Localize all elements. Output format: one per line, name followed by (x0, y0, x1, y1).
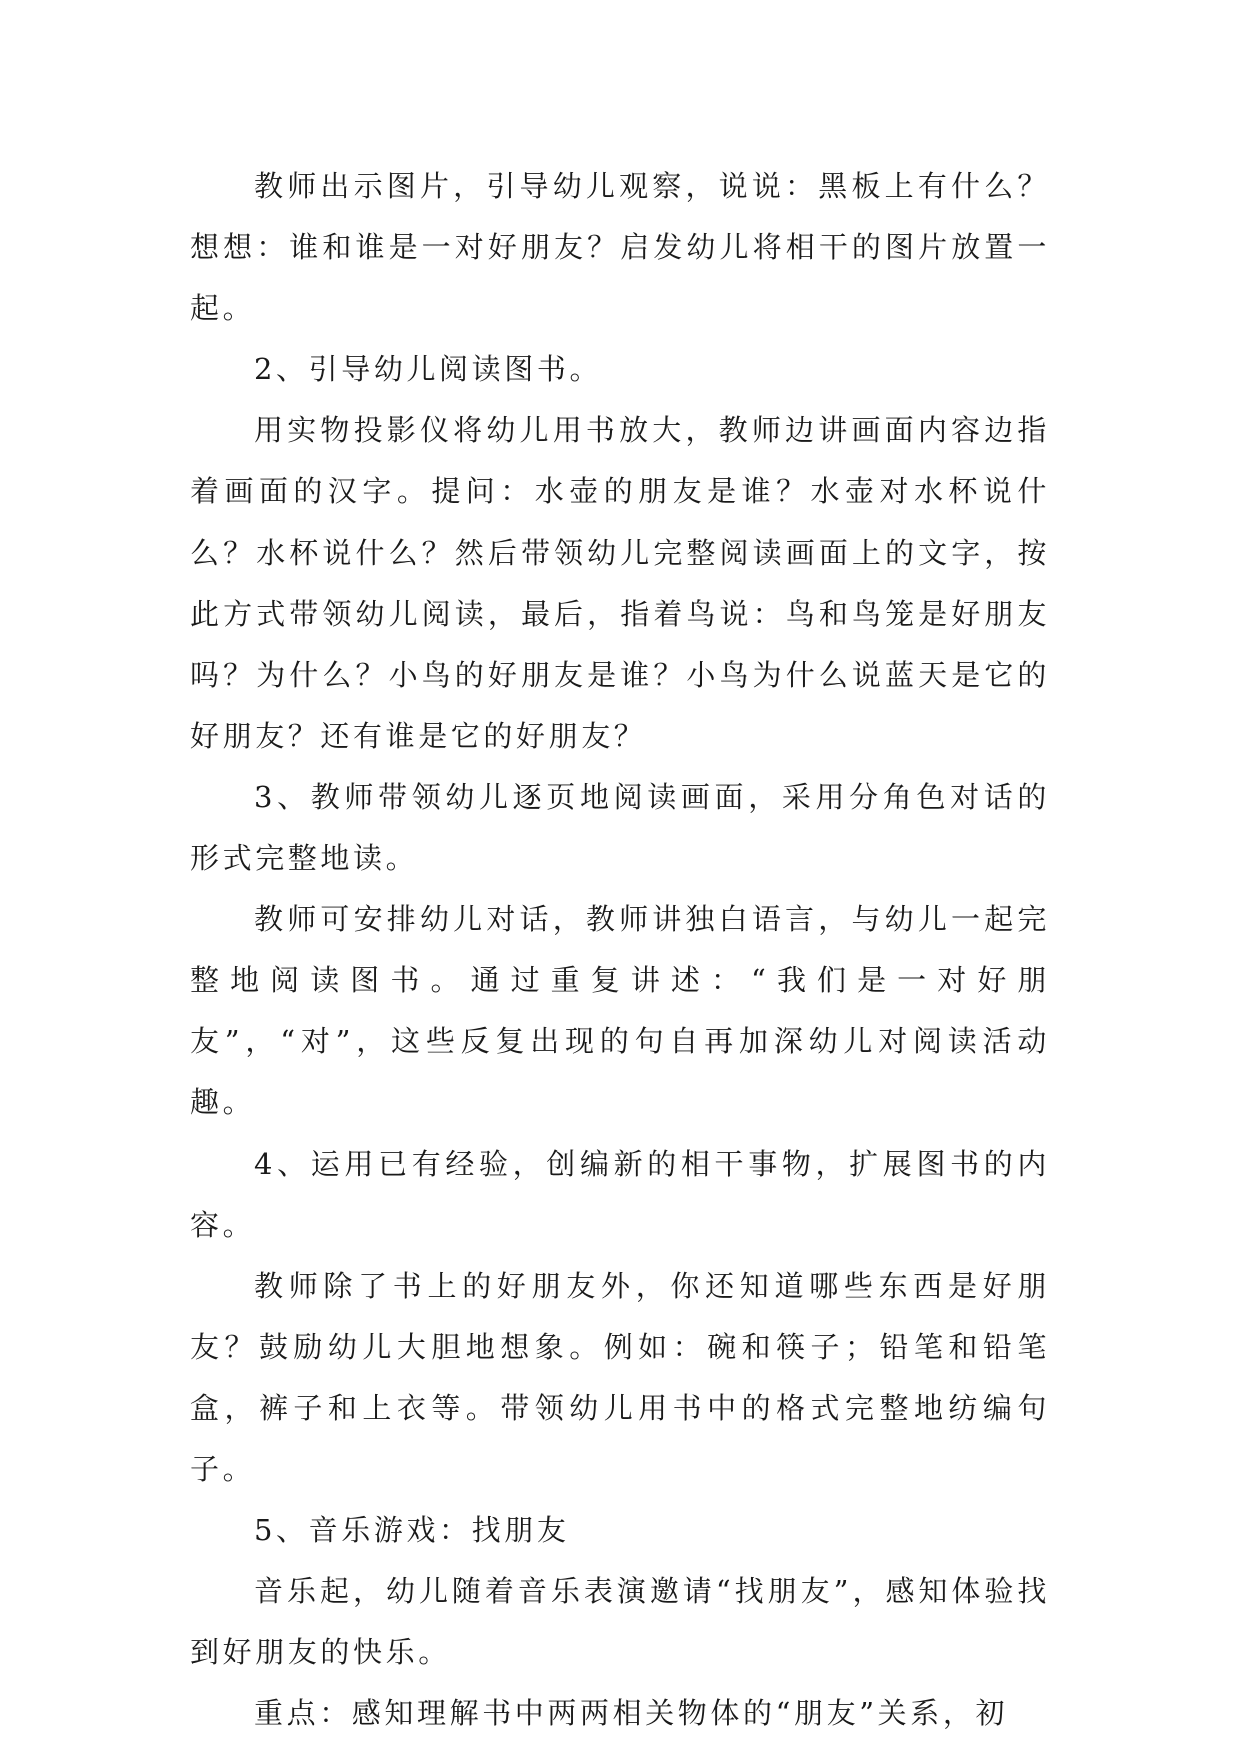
paragraph-show-pictures: 教师出示图片，引导幼儿观察，说说：黑板上有什么？想想：谁和谁是一对好朋友？启发幼儿将相干的图片放置一起。 (190, 169, 1050, 326)
step-2-heading: 2、引导幼儿阅读图书。 (254, 352, 603, 387)
paragraph-role-dialogue: 教师可安排幼儿对话，教师讲独白语言，与幼儿一起完整地阅读图书。通过重复讲述：“我们是一对好朋友”，“对”，这些反复出现的句自再加深幼儿对阅读活动趣。 (190, 902, 1050, 1120)
document-body (190, 156, 1050, 1744)
step-4-heading: 4、运用已有经验，创编新的相干事物，扩展图书的内容。 (190, 1146, 1050, 1242)
step-5-heading: 5、音乐游戏：找朋友 (254, 1513, 570, 1548)
paragraph-projector-reading: 用实物投影仪将幼儿用书放大，教师边讲画面内容边指着画面的汉字。提问：水壶的朋友是谁？水壶对水杯说什么？水杯说什么？然后带领幼儿完整阅读画面上的文字，按此方式带领幼儿阅读，最后，指着鸟说：鸟和鸟笼是好朋友吗？为什么？小鸟的好朋友是谁？小鸟为什么说蓝天是它的好朋友？还有谁是它的好朋友？ (190, 413, 1050, 753)
paragraph-imagination: 教师除了书上的好朋友外，你还知道哪些东西是好朋友？鼓励幼儿大胆地想象。例如：碗和筷子；铅笔和铅笔盒，裤子和上衣等。带领幼儿用书中的格式完整地纺编句子。 (190, 1268, 1050, 1486)
step-3-heading: 3、教师带领幼儿逐页地阅读画面，采用分角色对话的形式完整地读。 (190, 779, 1050, 876)
paragraph-music-game: 音乐起，幼儿随着音乐表演邀请“找朋友”，感知体验找到好朋友的快乐。 (190, 1574, 1050, 1670)
paragraph-key-point: 重点：感知理解书中两两相关物体的“朋友”关系，初 (254, 1696, 1009, 1731)
